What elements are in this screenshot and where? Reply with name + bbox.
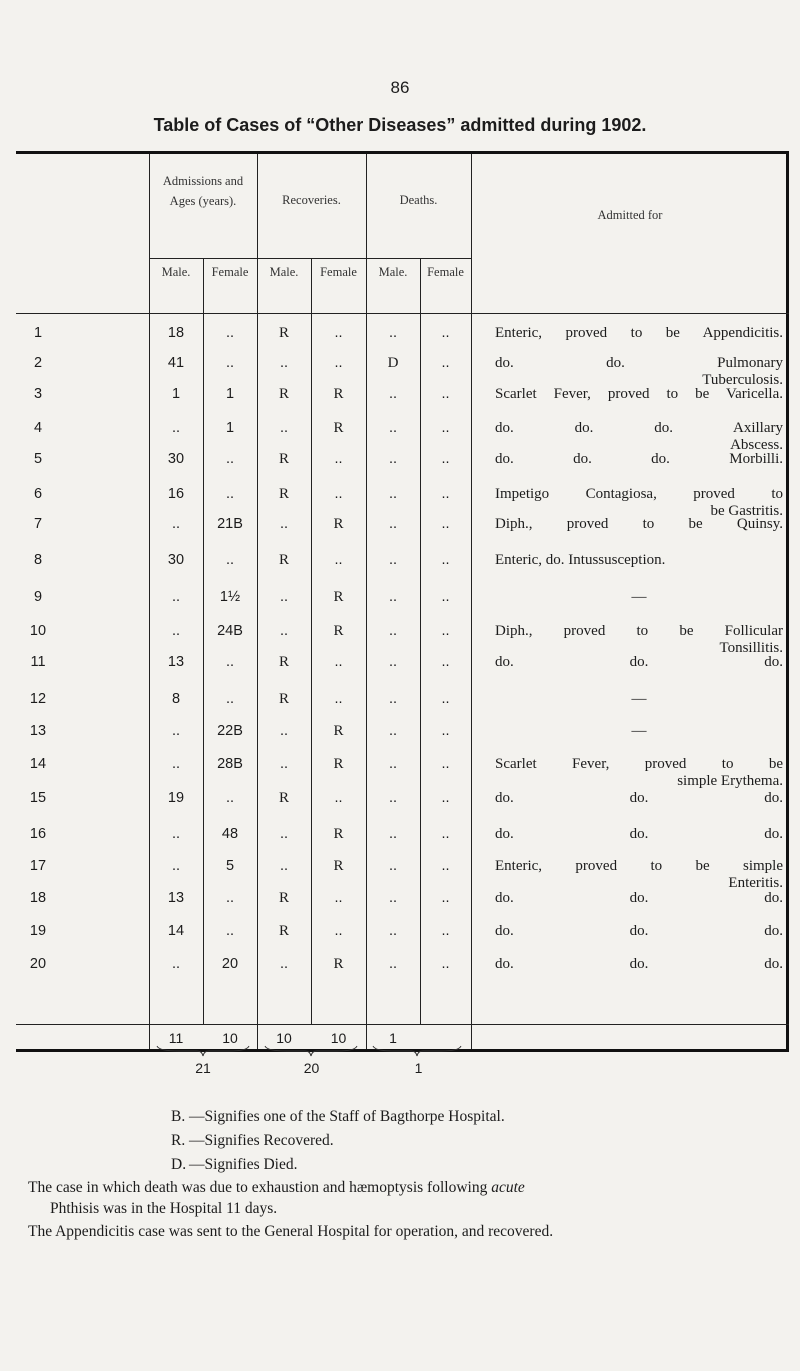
cell-dth-f: .. [441,516,450,532]
cell-rec-m: .. [279,858,289,874]
cell-adm-f: .. [225,654,235,670]
cell-adm-m: 13 [167,654,185,670]
row-number: 13 [29,723,47,739]
cell-dth-f: .. [441,654,450,670]
cell-adm-f: 24B [217,623,243,639]
cell-rec-f: .. [334,923,343,939]
remark-text: Enteric, proved to be Appendicitis. [495,325,783,341]
page-number: 86 [390,78,410,97]
cell-adm-m: .. [171,826,181,842]
paragraph-italic: acute [491,1179,525,1196]
cell-dth-f: .. [441,923,450,939]
cell-adm-m: 13 [167,890,185,906]
row-number: 9 [33,589,43,605]
row-number: 3 [33,386,43,402]
cell-adm-f: .. [225,355,235,371]
cell-adm-f: 48 [221,826,239,842]
cell-adm-m: .. [171,956,181,972]
cell-adm-m: .. [171,623,181,639]
col-divider [203,258,204,1024]
header-male: Male. [378,265,408,279]
remark-continuation: be Gastritis. [710,503,783,519]
cell-dth-m: .. [388,923,398,939]
cell-adm-m: 19 [167,790,185,806]
remark [495,516,783,533]
total-admissions-male: 11 [168,1030,184,1046]
cell-adm-f: 22B [217,723,243,739]
header-recoveries: Recoveries. [282,193,341,207]
cell-rec-m: .. [279,355,289,371]
remark-continuation: Abscess. [730,437,783,453]
header-deaths: Deaths. [399,193,438,207]
cell-rec-m: .. [279,826,289,842]
remark-text: Enteric, proved to be simple [495,858,783,874]
cell-rec-f: R [333,516,344,532]
note-key: B. [171,1108,186,1125]
cell-rec-f: .. [334,325,343,341]
cell-rec-m: R [278,386,289,402]
cell-adm-m: .. [171,589,181,605]
total-braces [149,1044,471,1058]
cell-rec-f: R [333,386,344,402]
cell-dth-m: .. [388,486,398,502]
remark [495,826,783,843]
row-number: 10 [29,623,47,639]
cell-dth-m: .. [388,589,398,605]
remark [495,552,783,569]
cell-dth-f: .. [441,486,450,502]
header-admissions: Admissions and Ages (years). [162,174,244,208]
remark-continuation: Tuberculosis. [702,372,783,388]
cell-rec-f: R [333,589,344,605]
total-deaths-male: 1 [389,1030,397,1046]
cell-rec-f: R [333,858,344,874]
cell-rec-m: R [278,654,289,670]
remark-text: Enteric, do. Intussusception. [495,552,666,568]
totals-rule [16,1024,789,1025]
col-divider [420,258,421,1024]
cell-rec-f: R [333,420,344,436]
note-text: —Signifies Died. [189,1156,298,1173]
header-male: Male. [161,265,191,279]
cell-adm-f: .. [225,486,235,502]
cell-rec-m: .. [279,723,289,739]
paragraph-text: Phthisis was in the Hospital 11 days. [50,1200,278,1217]
header-female: Female [320,265,357,279]
cell-dth-m: .. [388,623,398,639]
col-divider [471,154,472,1049]
remark-dash: — [631,723,647,739]
row-number: 17 [29,858,47,874]
header-divider [149,258,471,259]
cell-rec-m: R [278,486,289,502]
row-number: 1 [33,325,43,341]
row-number: 14 [29,756,47,772]
remark-text: Diph., proved to be Follicular [495,623,783,639]
cell-rec-f: .. [334,890,343,906]
remark [495,923,783,940]
cell-adm-m: 1 [171,386,181,402]
cell-dth-m: .. [388,826,398,842]
row-number: 20 [29,956,47,972]
cell-adm-f: .. [225,890,235,906]
cell-rec-f: R [333,826,344,842]
header-male: Male. [269,265,299,279]
cell-dth-f: .. [441,756,450,772]
cell-rec-m: .. [279,420,289,436]
cell-dth-f: .. [441,890,450,906]
cell-adm-m: .. [171,420,181,436]
cell-rec-m: .. [279,956,289,972]
cell-rec-f: .. [334,654,343,670]
cell-rec-f: .. [334,486,343,502]
remark-text: do. do. do. Axillary [495,420,783,436]
cell-dth-m: .. [388,890,398,906]
remark-continuation: Enteritis. [728,875,783,891]
cell-rec-m: R [278,890,289,906]
remark [495,756,783,790]
note-text: —Signifies Recovered. [189,1132,334,1149]
row-number: 8 [33,552,43,568]
cell-dth-m: .. [388,451,398,467]
cell-dth-f: .. [441,956,450,972]
cell-rec-m: .. [279,756,289,772]
cell-rec-m: .. [279,516,289,532]
cell-adm-m: 14 [167,923,185,939]
col-divider [311,258,312,1024]
total-deaths: 1 [414,1060,423,1076]
header-female: Female [427,265,464,279]
remark [495,325,783,342]
cell-dth-f: .. [441,451,450,467]
cell-dth-f: .. [441,355,450,371]
remark-text: do. do. Pulmonary [495,355,783,371]
cell-adm-f: 28B [217,756,243,772]
cell-dth-f: .. [441,623,450,639]
header-admitted-for: Admitted for [597,208,663,222]
cell-rec-m: R [278,790,289,806]
remark-text: do. do. do. [495,890,783,906]
cell-dth-m: .. [388,858,398,874]
cell-rec-m: R [278,325,289,341]
cell-rec-f: R [333,723,344,739]
cell-adm-f: .. [225,691,235,707]
cell-adm-m: 41 [167,355,185,371]
row-number: 19 [29,923,47,939]
cell-dth-f: .. [441,589,450,605]
cell-dth-f: .. [441,826,450,842]
cell-adm-m: .. [171,516,181,532]
cell-rec-m: R [278,691,289,707]
header-bottom-rule [16,313,789,314]
remark-text: do. do. do. [495,923,783,939]
cell-rec-f: R [333,756,344,772]
cell-dth-m: .. [388,691,398,707]
cell-adm-f: .. [225,552,235,568]
remark [495,355,783,389]
cell-rec-m: R [278,552,289,568]
cell-rec-f: R [333,623,344,639]
row-number: 11 [30,654,46,670]
remark [495,858,783,892]
remark [495,956,783,973]
cell-adm-m: 30 [167,552,185,568]
cell-dth-f: .. [441,858,450,874]
cell-adm-m: .. [171,756,181,772]
row-number: 6 [33,486,43,502]
cell-dth-f: .. [441,790,450,806]
cell-rec-m: R [278,451,289,467]
remark [495,890,783,907]
cell-adm-f: 1 [225,386,235,402]
row-number: 5 [33,451,43,467]
cell-rec-f: .. [334,790,343,806]
total-admissions-female: 10 [222,1030,238,1046]
cell-adm-m: .. [171,723,181,739]
remark [495,790,783,807]
cell-dth-f: .. [441,691,450,707]
cell-dth-m: .. [388,790,398,806]
remark [495,420,783,454]
cell-rec-f: R [333,956,344,972]
cell-rec-m: R [278,923,289,939]
cell-dth-m: .. [388,386,398,402]
remark-continuation: simple Erythema. [677,773,783,789]
total-recoveries-male: 10 [276,1030,292,1046]
remark-text: do. do. do. [495,826,783,842]
remark-text: do. do. do. [495,790,783,806]
cell-adm-f: 5 [225,858,235,874]
cell-adm-f: 1½ [219,589,241,605]
paragraph-text: The case in which death was due to exhaustion and hæmoptysis following [28,1179,492,1196]
cell-adm-m: .. [171,858,181,874]
remark-dash: — [631,589,647,605]
cell-rec-f: .. [334,451,343,467]
total-recoveries-female: 10 [330,1030,347,1046]
cell-dth-m: .. [388,420,398,436]
cell-rec-m: .. [279,623,289,639]
remark-text: Scarlet Fever, proved to be Varicella. [495,386,783,402]
cell-rec-f: .. [334,355,343,371]
cell-dth-m: .. [388,956,398,972]
cell-adm-f: .. [225,923,235,939]
paragraph-death-note [28,1177,763,1219]
cell-adm-f: .. [225,790,235,806]
row-number: 7 [33,516,43,532]
cell-adm-f: 1 [225,420,235,436]
total-recoveries: 20 [303,1060,320,1076]
cell-rec-f: .. [334,691,343,707]
remark [495,451,783,468]
cell-adm-f: .. [225,325,235,341]
remark-dash: — [631,691,647,707]
remark-text: do. do. do. Morbilli. [495,451,783,467]
row-number: 2 [33,355,43,371]
remark-text: Scarlet Fever, proved to be [495,756,783,772]
total-admissions: 21 [195,1060,211,1076]
cell-dth-m: .. [388,552,398,568]
remark [495,386,783,403]
cell-dth-m: .. [388,756,398,772]
cell-adm-f: .. [225,451,235,467]
remark-continuation: Tonsillitis. [719,640,783,656]
cell-adm-m: 18 [167,325,185,341]
note-key: R. [171,1132,186,1149]
cell-adm-m: 16 [167,486,185,502]
row-number: 16 [29,826,47,842]
header-female: Female [211,265,249,279]
cell-dth-m: .. [388,654,398,670]
remark-text: do. do. do. [495,956,783,972]
row-number: 18 [29,890,47,906]
cell-rec-f: .. [334,552,343,568]
cell-dth-f: .. [441,552,450,568]
cell-dth-m: .. [388,325,398,341]
note-key: D. [171,1156,187,1173]
cell-dth-m: D [387,355,399,371]
remark [495,654,783,671]
cell-dth-m: .. [388,723,398,739]
paragraph-appendicitis-note: The Appendicitis case was sent to the General Hospital for operation, and recovered. [28,1223,554,1240]
cell-dth-m: .. [388,516,398,532]
note-text: —Signifies one of the Staff of Bagthorpe Hospital. [189,1108,505,1125]
remark-text: Diph., proved to be Quinsy. [495,516,783,532]
row-number: 4 [33,420,43,436]
cell-adm-f: 21B [217,516,243,532]
cell-adm-m: 8 [171,691,181,707]
cell-adm-f: 20 [221,956,239,972]
row-number: 15 [29,790,47,806]
remark-text: Impetigo Contagiosa, proved to [495,486,783,502]
cell-dth-f: .. [441,325,450,341]
cell-adm-m: 30 [167,451,185,467]
remark [495,623,783,657]
cell-rec-m: .. [279,589,289,605]
row-number: 12 [29,691,47,707]
remark [495,486,783,520]
remark-text: do. do. do. [495,654,783,670]
cell-dth-f: .. [441,386,450,402]
cell-dth-f: .. [441,723,450,739]
page-title: Table of Cases of “Other Diseases” admitted during 1902. [153,115,647,135]
cell-dth-f: .. [441,420,450,436]
